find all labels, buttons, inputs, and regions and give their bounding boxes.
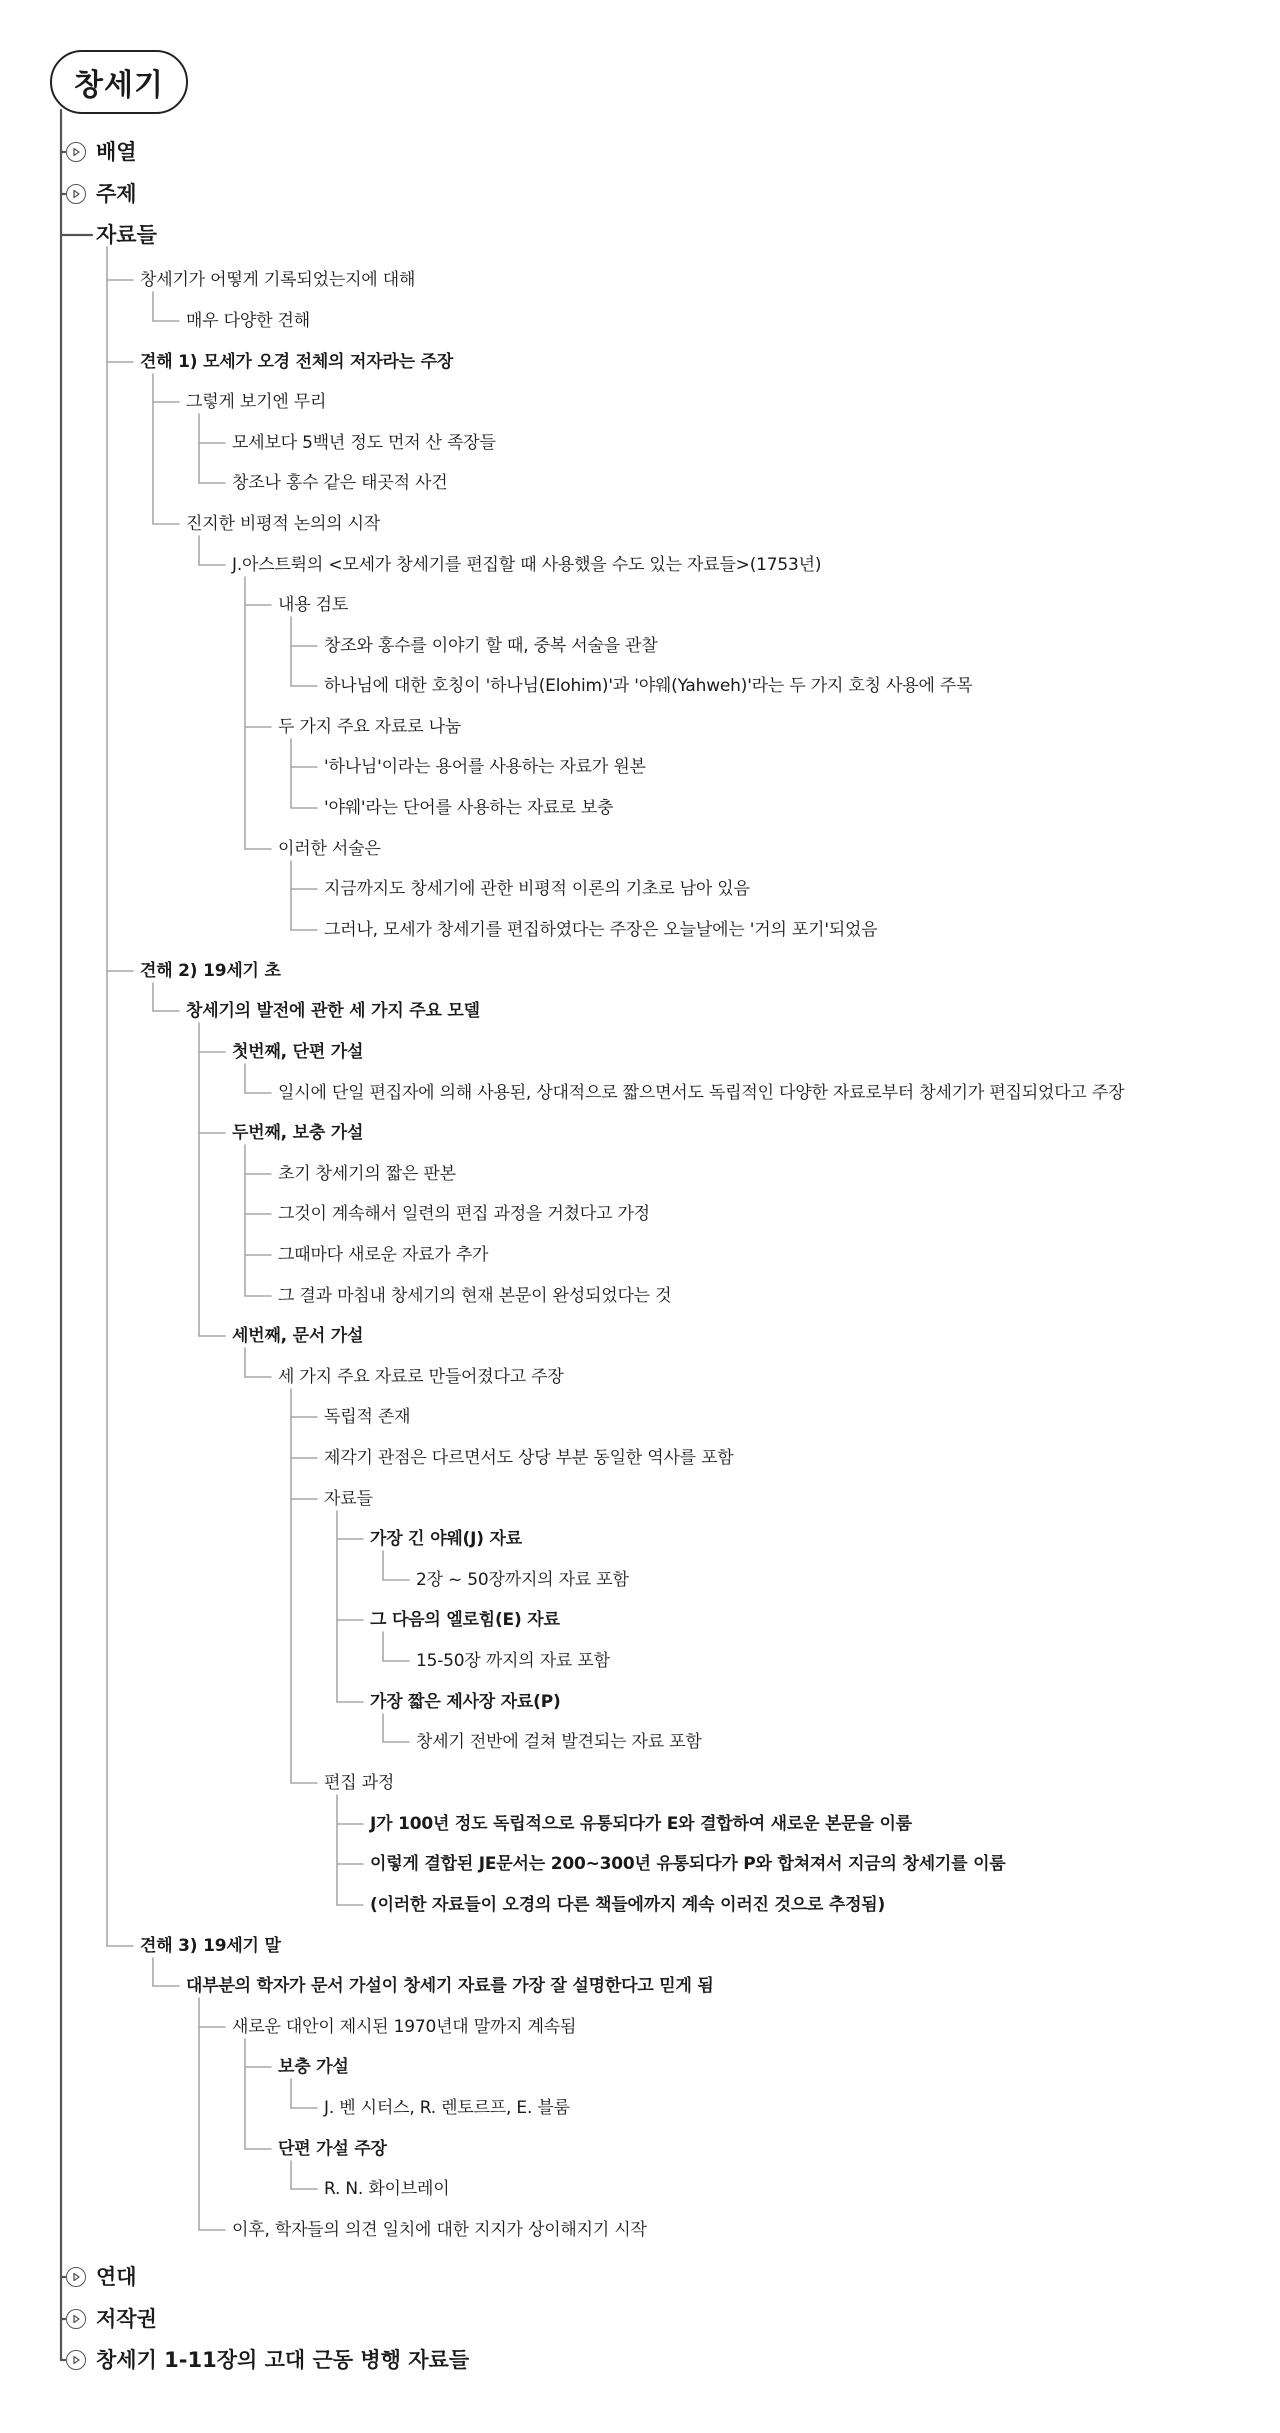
node-n13[interactable]: '야웨'라는 단어를 사용하는 자료로 보충 (324, 798, 614, 818)
section-sources[interactable]: 자료들 (96, 223, 157, 247)
node-n27[interactable]: 세 가지 주요 자료로 만들어졌다고 주장 (278, 1367, 564, 1387)
node-n35[interactable]: 가장 짧은 제사장 자료(P) (370, 1692, 561, 1712)
node-n33[interactable]: 그 다음의 엘로힘(E) 자료 (370, 1610, 560, 1630)
node-n25[interactable]: 그 결과 마침내 창세기의 현재 본문이 완성되었다는 것 (278, 1286, 672, 1306)
node-n40[interactable]: (이러한 자료들이 오경의 다른 책들에까지 계속 이러진 것으로 추정됨) (370, 1895, 886, 1915)
node-n21[interactable]: 두번째, 보충 가설 (232, 1123, 364, 1143)
node-n11[interactable]: 두 가지 주요 자료로 나눔 (278, 717, 462, 737)
play-circle-icon[interactable] (66, 184, 86, 204)
node-n19[interactable]: 첫번째, 단편 가설 (232, 1042, 364, 1062)
node-n37[interactable]: 편집 과정 (324, 1773, 395, 1793)
node-n22[interactable]: 초기 창세기의 짧은 판본 (278, 1164, 456, 1184)
node-n9[interactable]: 창조와 홍수를 이야기 할 때, 중복 서술을 관찰 (324, 636, 658, 656)
node-n18[interactable]: 창세기의 발전에 관한 세 가지 주요 모델 (186, 1001, 480, 1021)
node-n47[interactable]: R. N. 화이브레이 (324, 2179, 450, 2199)
node-n10[interactable]: 하나님에 대한 호칭이 '하나님(Elohim)'과 '야웨(Yahweh)'라는 두 가지 호칭 사용에 주목 (324, 676, 973, 696)
node-n32[interactable]: 2장 ~ 50장까지의 자료 포함 (416, 1570, 629, 1590)
node-n7[interactable]: J.아스트뤽의 <모세가 창세기를 편집할 때 사용했을 수도 있는 자료들>(1753년) (232, 555, 822, 575)
node-n1[interactable]: 매우 다양한 견해 (186, 311, 310, 331)
node-n30[interactable]: 자료들 (324, 1489, 373, 1509)
section-theme[interactable]: 주제 (96, 182, 137, 206)
node-n24[interactable]: 그때마다 새로운 자료가 추가 (278, 1245, 489, 1265)
node-n17[interactable]: 견해 2) 19세기 초 (140, 961, 281, 981)
root-topic-label: 창세기 (74, 68, 164, 103)
node-n36[interactable]: 창세기 전반에 걸쳐 발견되는 자료 포함 (416, 1732, 702, 1752)
node-n20[interactable]: 일시에 단일 편집자에 의해 사용된, 상대적으로 짧으면서도 독립적인 다양한 자료로부터 창세기가 편집되었다고 주장 (278, 1083, 1125, 1103)
node-n26[interactable]: 세번째, 문서 가설 (232, 1326, 364, 1346)
node-n38[interactable]: J가 100년 정도 독립적으로 유통되다가 E와 결합하여 새로운 본문을 이룸 (370, 1814, 912, 1834)
play-circle-icon[interactable] (66, 2350, 86, 2370)
section-arrangement[interactable]: 배열 (96, 140, 137, 164)
section-parallels[interactable]: 창세기 1-11장의 고대 근동 병행 자료들 (96, 2348, 470, 2372)
node-n23[interactable]: 그것이 계속해서 일련의 편집 과정을 거쳤다고 가정 (278, 1204, 650, 1224)
node-n8[interactable]: 내용 검토 (278, 595, 349, 615)
node-n16[interactable]: 그러나, 모세가 창세기를 편집하였다는 주장은 오늘날에는 '거의 포기'되었음 (324, 920, 878, 940)
node-n4[interactable]: 모세보다 5백년 정도 먼저 산 족장들 (232, 433, 496, 453)
node-n0[interactable]: 창세기가 어떻게 기록되었는지에 대해 (140, 270, 416, 290)
play-circle-icon[interactable] (66, 2309, 86, 2329)
node-n42[interactable]: 대부분의 학자가 문서 가설이 창세기 자료를 가장 잘 설명한다고 믿게 됨 (186, 1976, 714, 1996)
node-n6[interactable]: 진지한 비평적 논의의 시작 (186, 514, 381, 534)
node-n41[interactable]: 견해 3) 19세기 말 (140, 1936, 281, 1956)
node-n15[interactable]: 지금까지도 창세기에 관한 비평적 이론의 기초로 남아 있음 (324, 879, 750, 899)
node-n43[interactable]: 새로운 대안이 제시된 1970년대 말까지 계속됨 (232, 2017, 577, 2037)
node-n3[interactable]: 그렇게 보기엔 무리 (186, 392, 327, 412)
node-n2[interactable]: 견해 1) 모세가 오경 전체의 저자라는 주장 (140, 352, 454, 372)
node-n34[interactable]: 15-50장 까지의 자료 포함 (416, 1651, 610, 1671)
node-n29[interactable]: 제각기 관점은 다르면서도 상당 부분 동일한 역사를 포함 (324, 1448, 734, 1468)
node-n5[interactable]: 창조나 홍수 같은 태곳적 사건 (232, 473, 448, 493)
node-n46[interactable]: 단편 가설 주장 (278, 2139, 387, 2159)
section-authorship[interactable]: 저작권 (96, 2307, 157, 2331)
node-n31[interactable]: 가장 긴 야웨(J) 자료 (370, 1529, 522, 1549)
node-n48[interactable]: 이후, 학자들의 의견 일치에 대한 지지가 상이해지기 시작 (232, 2220, 647, 2240)
node-n45[interactable]: J. 벤 시터스, R. 렌토르프, E. 블룸 (324, 2098, 570, 2118)
root-topic[interactable] (50, 50, 188, 114)
node-n39[interactable]: 이렇게 결합된 JE문서는 200~300년 유통되다가 P와 합쳐져서 지금의 창세기를 이룸 (370, 1854, 1006, 1874)
node-n14[interactable]: 이러한 서술은 (278, 839, 381, 859)
play-circle-icon[interactable] (66, 142, 86, 162)
node-n44[interactable]: 보충 가설 (278, 2057, 349, 2077)
section-chronology[interactable]: 연대 (96, 2265, 137, 2289)
node-n28[interactable]: 독립적 존재 (324, 1407, 411, 1427)
play-circle-icon[interactable] (66, 2267, 86, 2287)
node-n12[interactable]: '하나님'이라는 용어를 사용하는 자료가 원본 (324, 757, 646, 777)
